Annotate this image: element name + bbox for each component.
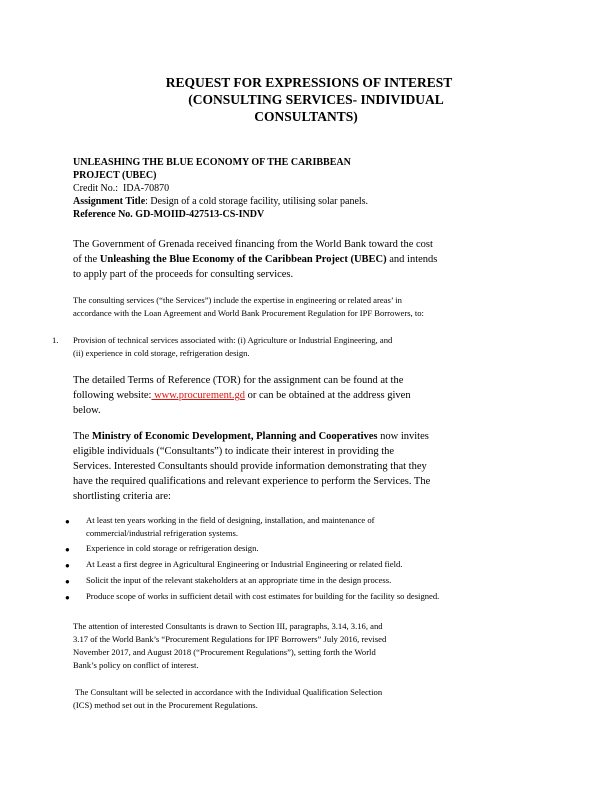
- page-title-line-2: (CONSULTING SERVICES- INDIVIDUAL: [188, 92, 444, 107]
- assignment-value: : Design of a cold storage facility, utilising solar panels.: [145, 196, 369, 207]
- selection-line-1: The Consultant will be selected in accordance with the Individual Qualification Selection: [73, 687, 383, 697]
- tor-line-1: The detailed Terms of Reference (TOR) for the assignment can be found at the: [73, 375, 404, 386]
- bullet-icon: ●: [65, 577, 70, 586]
- intro-line-2-suffix: and intends: [386, 254, 438, 265]
- bullet-icon: ●: [65, 545, 70, 554]
- attention-line-1: The attention of interested Consultants is drawn to Section III, paragraphs, 3.14, 3.16, and: [73, 621, 383, 631]
- bullet-icon: ●: [65, 561, 70, 570]
- criteria-item-line-1: Solicit the input of the relevant stakeholders at an appropriate time in the design process.: [86, 575, 392, 585]
- ministry-name: Ministry of Economic Development, Planning and Cooperatives: [91, 431, 378, 442]
- criteria-item-line-1: Experience in cold storage or refrigeration design.: [86, 543, 259, 553]
- assignment-label: Assignment Title: [73, 196, 146, 207]
- page-title-line-3: CONSULTANTS): [254, 109, 358, 124]
- attention-line-3: November 2017, and August 2018 (“Procurement Regulations”), setting forth the World: [73, 647, 376, 657]
- project-name-line-1: UNLEASHING THE BLUE ECONOMY OF THE CARIBBEAN: [73, 157, 351, 168]
- credit-label: Credit No.:: [73, 183, 118, 194]
- attention-line-2: 3.17 of the World Bank’s “Procurement Regulations for IPF Borrowers” July 2016, revised: [73, 634, 387, 644]
- selection-line-2: (ICS) method set out in the Procurement Regulations.: [73, 700, 258, 710]
- procurement-website-link[interactable]: www.procurement.gd: [151, 390, 245, 401]
- reference-number: Reference No. GD-MOIID-427513-CS-INDV: [73, 209, 265, 220]
- intro-line-2: [73, 252, 437, 267]
- ministry-line-1-suffix: now invites: [377, 431, 429, 442]
- tor-line-2: [73, 388, 411, 403]
- numbered-item-line-2: (ii) experience in cold storage, refrigeration design.: [73, 348, 250, 358]
- project-name-line-2: PROJECT (UBEC): [73, 170, 157, 181]
- ministry-line-1: [73, 429, 429, 444]
- criteria-item-line-1: At least ten years working in the field of designing, installation, and maintenance of: [86, 515, 375, 525]
- ministry-line-5: shortlisting criteria are:: [73, 491, 171, 502]
- credit-value: IDA-70870: [123, 183, 170, 194]
- project-name-inline: Unleashing the Blue Economy of the Caribbean Project (UBEC): [99, 254, 387, 265]
- page-title-line-1: REQUEST FOR EXPRESSIONS OF INTEREST: [165, 75, 453, 90]
- numbered-item-line-1: Provision of technical services associated with: (i) Agriculture or Industrial Engineering, and: [73, 335, 393, 345]
- services-line-2: accordance with the Loan Agreement and World Bank Procurement Regulation for IPF Borrowers, to:: [73, 308, 424, 318]
- ministry-line-2: eligible individuals (“Consultants”) to indicate their interest in providing the: [73, 446, 395, 457]
- tor-line-3: below.: [73, 405, 101, 416]
- tor-line-2-prefix: following website:: [73, 390, 152, 401]
- services-line-1: The consulting services (“the Services”) include the expertise in engineering or related areas’ in: [73, 295, 402, 305]
- ministry-line-3: Services. Interested Consultants should provide information demonstrating that they: [73, 461, 427, 472]
- criteria-item-line-1: Produce scope of works in sufficient detail with cost estimates for building for the facility so designed.: [86, 591, 440, 601]
- attention-line-4: Bank’s policy on conflict of interest.: [73, 660, 199, 670]
- intro-line-3: to apply part of the proceeds for consulting services.: [73, 269, 294, 280]
- tor-line-2-suffix: or can be obtained at the address given: [244, 390, 411, 401]
- ministry-line-1-prefix: The: [73, 431, 92, 442]
- bullet-icon: ●: [65, 593, 70, 602]
- intro-line-1: The Government of Grenada received financing from the World Bank toward the cost: [73, 239, 433, 250]
- criteria-item-line-2: commercial/industrial refrigeration systems.: [86, 528, 239, 538]
- numbered-item-number: 1.: [52, 335, 59, 345]
- ministry-line-4: have the required qualifications and relevant experience to perform the Services. The: [73, 476, 431, 487]
- intro-line-2-prefix: of the: [73, 254, 100, 265]
- bullet-icon: ●: [65, 517, 70, 526]
- criteria-item-line-1: At Least a first degree in Agricultural Engineering or Industrial Engineering or related field.: [86, 559, 403, 569]
